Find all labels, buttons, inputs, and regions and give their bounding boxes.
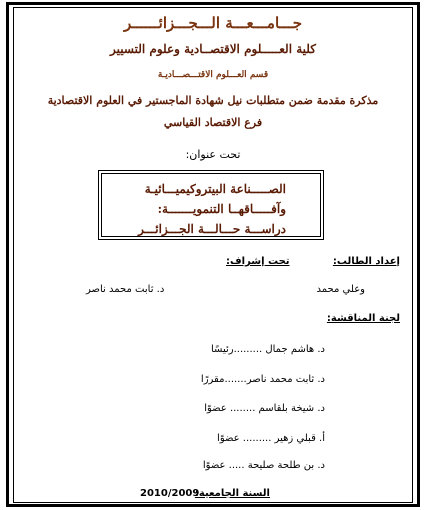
committee-member: أ. قبلي زهير ......... عضوًا <box>217 433 325 444</box>
committee-member: د. هاشم جمال .........رئيسًا <box>210 344 325 355</box>
academic-year-value: 2010/2009 <box>140 488 200 499</box>
committee-label: لجنة المناقشة: <box>326 313 400 324</box>
branch-name: فرع الاقتصاد القياسي <box>163 116 263 129</box>
supervisor-name: د. ثابت محمد ناصر <box>86 284 165 295</box>
committee-member: د. ثابت محمد ناصر.......مقررًا <box>200 374 325 385</box>
thesis-title-line-3: دراســـة حـــالـــة الجـــزائـــر <box>138 222 286 236</box>
thesis-title-line-1: الصـــــناعة البيتروكيميـــائيـة <box>144 182 286 196</box>
supervision-label: تحت إشراف: <box>226 256 290 267</box>
student-label: إعداد الطالب: <box>332 256 400 267</box>
thesis-title-box-inner <box>101 173 321 237</box>
university-name: جـــامـــعـــة الـــجـــزائــــــر <box>124 14 302 32</box>
committee-member: د. بن طلحة صليحة ..... عضوًا <box>202 460 325 471</box>
thesis-title-line-2: وآفـــــاقهــا التنمويـــــــة: <box>157 202 286 216</box>
department-name: قسم العـــلوم الاقتـــصـــاديـة <box>157 70 269 80</box>
memo-statement: مذكرة مقدمة ضمن متطلبات نيل شهادة الماجستير في العلوم الاقتصادية <box>47 94 379 107</box>
under-title-label: تحت عنوان: <box>185 148 241 161</box>
thesis-cover-page <box>14 8 412 502</box>
faculty-name: كلية العـــــلوم الاقتصــادية وعلوم التسيير <box>110 42 316 56</box>
student-name: وعلي محمد <box>316 284 365 295</box>
academic-year-label: السنة الجامعية: <box>194 488 270 499</box>
thesis-title-box <box>98 170 324 240</box>
committee-member: د. شيخة بلقاسم ........ عضوًا <box>204 403 325 414</box>
